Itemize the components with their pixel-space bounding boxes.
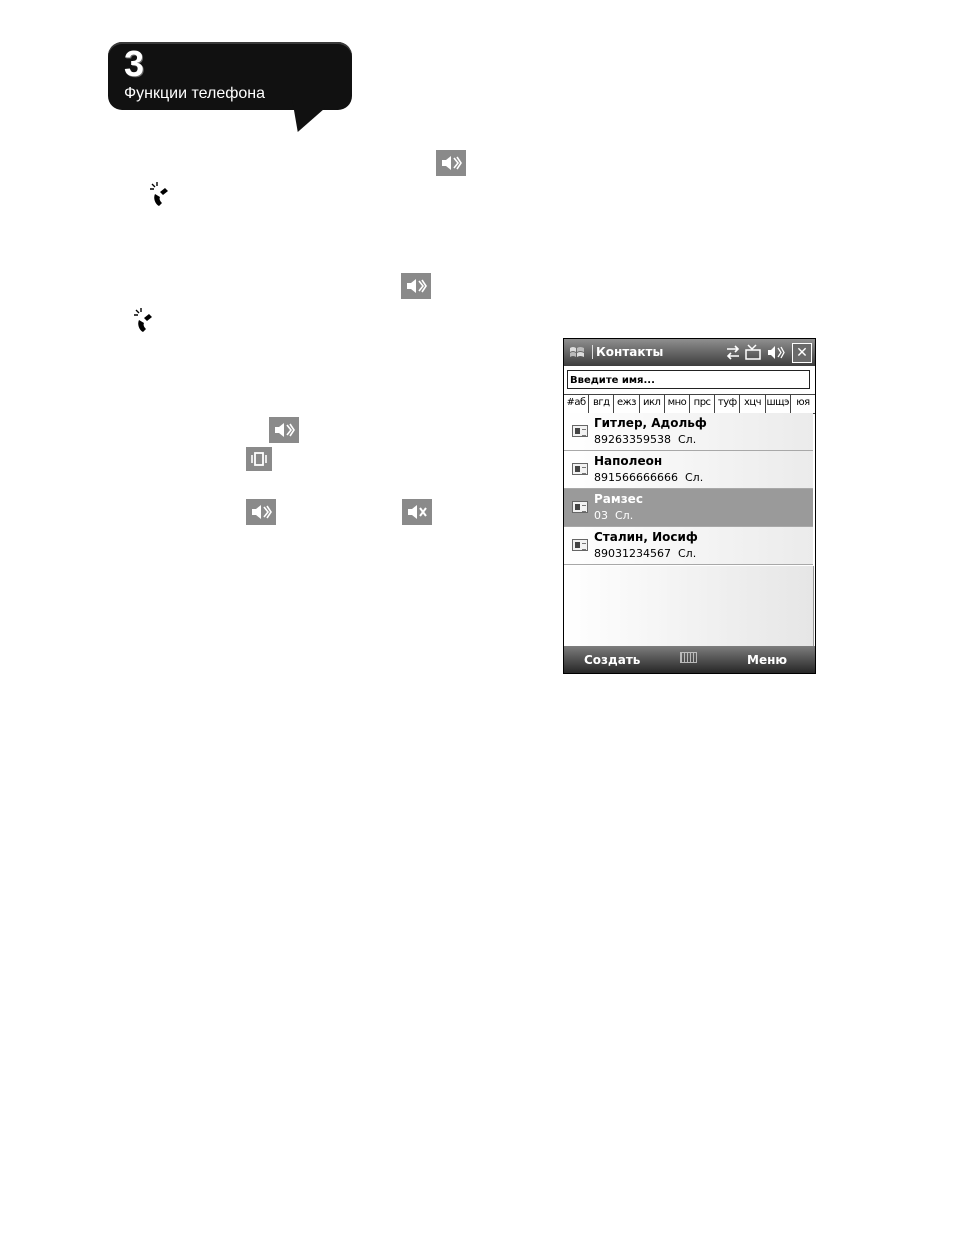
speaker-volume-icon (436, 150, 466, 176)
contact-row[interactable] (564, 527, 813, 565)
alphabet-tab[interactable]: хцч (740, 395, 765, 413)
contact-number-type: Сл. (677, 433, 697, 446)
device-screenshot (563, 338, 816, 674)
contact-card-icon (572, 425, 588, 437)
phone-ringing-icon (131, 304, 161, 334)
contact-number-type: Сл. (684, 471, 704, 484)
keyboard-icon[interactable] (680, 652, 697, 663)
speaker-volume-icon (269, 417, 299, 443)
speaker-volume-icon (246, 499, 276, 525)
speaker-muted-icon (402, 499, 432, 525)
alphabet-tab[interactable]: вгд (589, 395, 614, 413)
contact-name: Сталин, Иосиф (594, 530, 698, 544)
contact-name: Рамзес (594, 492, 643, 506)
volume-icon[interactable] (767, 344, 785, 361)
contact-row-selected[interactable] (564, 489, 813, 527)
contact-name: Гитлер, Адольф (594, 416, 707, 430)
phone-ringing-icon (147, 178, 177, 208)
alphabet-tab[interactable]: юя (796, 397, 810, 408)
contact-detail (594, 433, 696, 447)
menu-softkey[interactable]: Меню (747, 653, 788, 667)
contact-number: 89263359538 (594, 433, 671, 446)
contact-number-type: Сл. (677, 547, 697, 560)
alphabet-tab[interactable]: икл (640, 395, 665, 413)
softkey-bar (564, 646, 815, 673)
contact-card-icon (572, 463, 588, 475)
alphabet-tab[interactable]: прс (690, 395, 715, 413)
alphabet-filter-bar (564, 394, 815, 414)
contact-row[interactable] (564, 413, 813, 451)
chapter-title: Функции телефона (124, 85, 266, 102)
contact-number: 03 (594, 509, 608, 522)
contact-name: Наполеон (594, 454, 663, 468)
search-input[interactable]: Введите имя... (567, 370, 810, 389)
alphabet-tab[interactable]: шщэ (766, 395, 791, 413)
app-title: Контакты (592, 345, 663, 359)
vibrate-icon (246, 447, 272, 471)
new-message-icon[interactable] (744, 344, 762, 361)
contact-detail (594, 547, 696, 561)
alphabet-tab[interactable]: туф (715, 395, 740, 413)
alphabet-tab[interactable]: мно (665, 395, 690, 413)
contact-card-icon (572, 501, 588, 513)
close-button[interactable]: ✕ (792, 343, 812, 363)
windows-start-icon[interactable] (568, 344, 586, 362)
contact-number-type: Сл. (615, 509, 634, 522)
contact-card-icon (572, 539, 588, 551)
connectivity-icon[interactable] (724, 344, 742, 361)
speaker-volume-icon (401, 273, 431, 299)
contact-number: 891566666666 (594, 471, 678, 484)
title-bar (564, 339, 815, 366)
create-softkey[interactable]: Создать (584, 653, 641, 667)
alphabet-tab[interactable]: #аб (564, 395, 589, 413)
contact-detail (594, 471, 703, 485)
chapter-badge-tail (288, 100, 334, 132)
chapter-number: 3 (124, 43, 145, 84)
contact-row[interactable] (564, 451, 813, 489)
contact-number: 89031234567 (594, 547, 671, 560)
contact-list-empty-area (564, 566, 814, 646)
alphabet-tab[interactable]: ежз (614, 395, 639, 413)
contact-detail (594, 509, 633, 523)
